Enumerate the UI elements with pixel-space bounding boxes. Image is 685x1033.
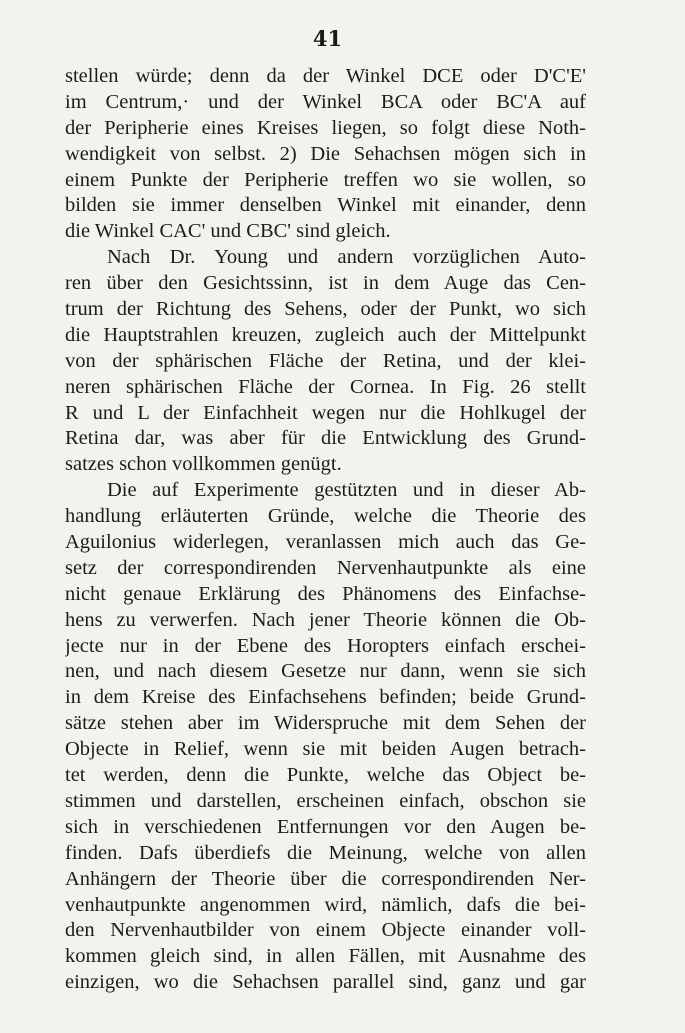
text-line: finden. Dafs überdiefs die Meinung, welche von allen	[65, 841, 586, 864]
text-line: von der sphärischen Fläche der Retina, und der klei-	[65, 349, 586, 372]
body-text	[65, 64, 586, 996]
text-line: handlung erläuterten Gründe, welche die Theorie des	[65, 505, 586, 528]
text-line: sätze stehen aber im Widerspruche mit dem Sehen der	[65, 712, 586, 735]
text-line: neren sphärischen Fläche der Cornea. In Fig. 26 stellt	[65, 375, 586, 398]
text-line: satzes schon vollkommen genügt.	[65, 453, 342, 476]
text-line: tet werden, denn die Punkte, welche das Object be-	[65, 764, 586, 787]
text-line: nicht genaue Erklärung des Phänomens des Einfachse-	[65, 582, 586, 605]
text-line: Objecte in Relief, wenn sie mit beiden Augen betrach-	[65, 738, 586, 761]
text-line: in dem Kreise des Einfachsehens befinden; beide Grund-	[65, 686, 586, 709]
text-line: Retina dar, was aber für die Entwicklung des Grund-	[65, 427, 586, 450]
text-line: Anhängern der Theorie über die correspondirenden Ner-	[65, 867, 586, 890]
text-line: Nach Dr. Young und andern vorzüglichen Auto-	[107, 246, 586, 269]
text-line: venhautpunkte angenommen wird, nämlich, dafs die bei-	[65, 893, 586, 916]
text-line: wendigkeit von selbst. 2) Die Sehachsen mögen sich in	[65, 142, 586, 165]
text-line: nen, und nach diesem Gesetze nur dann, wenn sie sich	[65, 660, 586, 683]
text-line: setz der correspondirenden Nervenhautpunkte als eine	[65, 556, 586, 579]
text-line: stimmen und darstellen, erscheinen einfach, obschon sie	[65, 789, 586, 812]
text-line: einem Punkte der Peripherie treffen wo sie wollen, so	[65, 168, 586, 191]
text-line: im Centrum,· und der Winkel BCA oder BC'A auf	[65, 90, 586, 113]
text-line: Die auf Experimente gestützten und in dieser Ab-	[107, 479, 586, 502]
page-number: 41	[312, 26, 343, 51]
text-line: R und L der Einfachheit wegen nur die Hohlkugel der	[65, 401, 586, 424]
text-line: den Nervenhautbilder von einem Objecte einander voll-	[65, 919, 586, 942]
text-line: stellen würde; denn da der Winkel DCE oder D'C'E'	[65, 65, 586, 87]
text-line: Aguilonius widerlegen, veranlassen mich auch das Ge-	[65, 531, 586, 554]
text-line: trum der Richtung des Sehens, oder der Punkt, wo sich	[65, 298, 586, 321]
text-line: die Winkel CAC' und CBC' sind gleich.	[65, 220, 391, 243]
text-line: sich in verschiedenen Entfernungen vor den Augen be-	[65, 815, 586, 838]
text-line: einzigen, wo die Sehachsen parallel sind, ganz und gar	[65, 971, 586, 994]
text-line: bilden sie immer denselben Winkel mit einander, denn	[65, 194, 586, 217]
text-line: jecte nur in der Ebene des Horopters einfach erschei-	[65, 634, 586, 657]
text-line: ren über den Gesichtssinn, ist in dem Auge das Cen-	[65, 272, 586, 295]
text-line: der Peripherie eines Kreises liegen, so folgt diese Noth-	[65, 116, 586, 139]
text-line: die Hauptstrahlen kreuzen, zugleich auch der Mittelpunkt	[65, 323, 586, 346]
text-line: hens zu verwerfen. Nach jener Theorie können die Ob-	[65, 608, 586, 631]
text-line: kommen gleich sind, in allen Fällen, mit Ausnahme des	[65, 945, 586, 968]
